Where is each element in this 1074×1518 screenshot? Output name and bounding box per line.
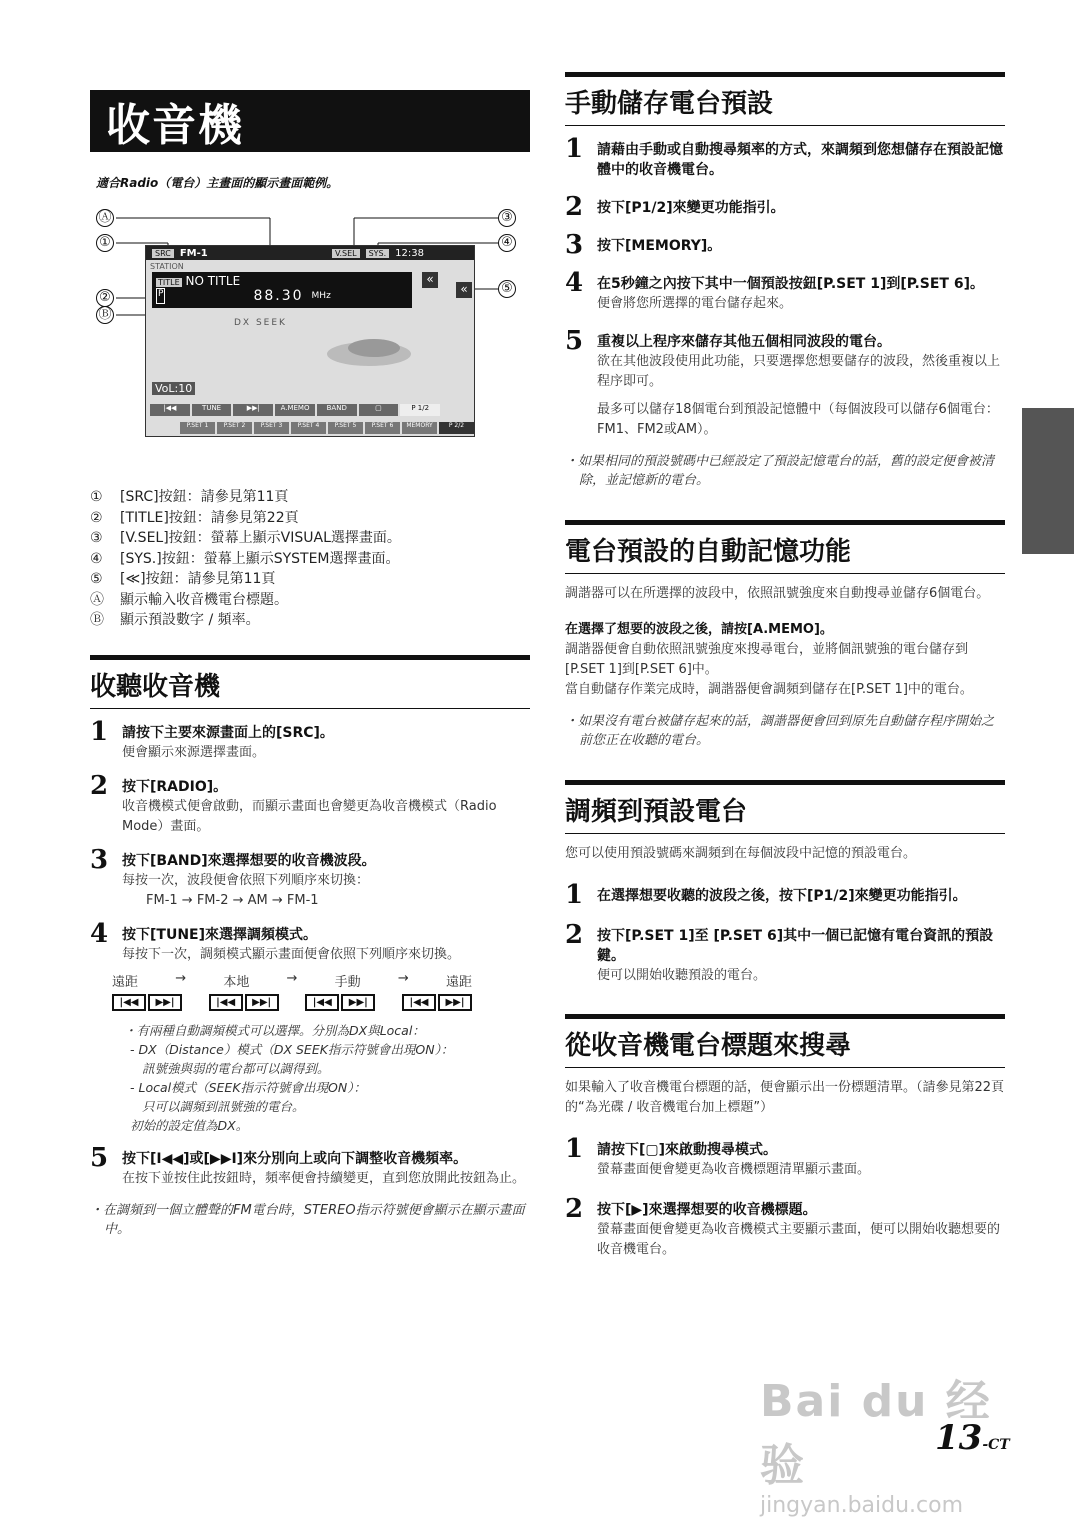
callout-3: ③ <box>498 209 516 227</box>
p12-button[interactable]: P 1/2 <box>400 404 440 416</box>
legend-item: Ⓑ 顯示預設數字 / 頻率。 <box>90 612 260 628</box>
prev-button[interactable]: |◀◀ <box>150 404 190 416</box>
step: 1 請藉由手動或自動搜尋頻率的方式，來調頻到您想儲存在預設記憶體中的收音機電台。 <box>565 134 1003 178</box>
band-label: FM-1 <box>179 247 208 259</box>
tune-sequence: 遠距 → 本地 → 手動 → 遠距 <box>112 970 472 990</box>
section-heading: 電台預設的自動記憶功能 <box>565 520 1005 574</box>
auto-section <box>565 520 1005 750</box>
preset-tag: P <box>156 288 165 304</box>
button-row-1 <box>150 404 440 416</box>
section-heading: 手動儲存電台預設 <box>565 72 1005 126</box>
radio-screen-figure <box>90 205 530 465</box>
side-tab-marker <box>1022 408 1074 554</box>
tune-note: ・有兩種自動調頻模式可以選擇。分別為DX與Local： - DX（Distance）模式（DX SEEK指示符號會出現ON）： 訊號強與弱的電台都可以調得到。 - Local模式（SEEK指示符號會出現ON）： 只可以調頻到訊號強的電台。 初始的設定值為DX。 <box>124 1022 454 1133</box>
page-title: 收音機 <box>106 100 244 151</box>
intro: 調諧器可以在所選擇的波段中，依照訊號強度來自動搜尋並儲存6個電台。 <box>565 586 990 601</box>
station-label: STATION <box>150 262 184 271</box>
sub-heading: 在選擇了想要的波段之後，請按[A.MEMO]。 <box>565 622 833 637</box>
dx-seek: DX SEEK <box>234 318 287 328</box>
pset1-button[interactable]: P.SET 1 <box>180 422 215 434</box>
pset3-button[interactable]: P.SET 3 <box>254 422 289 434</box>
title-text: NO TITLE <box>185 274 241 288</box>
search-button[interactable]: ▢ <box>359 404 399 416</box>
body: 當自動儲存作業完成時，調諧器便會調頻到儲存在[P.SET 1]中的電台。 <box>565 682 973 697</box>
step: 2 按下[P.SET 1]至 [P.SET 6]其中一個已記憶有電台資訊的預設鍵。 便可以開始收聽預設的電台。 <box>565 920 994 983</box>
step: 4 在5秒鐘之內按下其中一個預設按鈕[P.SET 1]到[P.SET 6]。 便會將您所選擇的電台儲存起來。 <box>565 268 984 311</box>
tune-key-icons: |◀◀ ▶▶| |◀◀ ▶▶| |◀◀ ▶▶| |◀◀ ▶▶| <box>112 994 472 1011</box>
step: 1 在選擇想要收聽的波段之後，按下[P1/2]來變更功能指引。 <box>565 880 967 910</box>
callout-2: ② <box>96 289 114 307</box>
step: 1 請按下主要來源畫面上的[SRC]。 便會顯示來源選擇畫面。 <box>90 716 334 760</box>
step: 5 重複以上程序來儲存其他五個相同波段的電台。 欲在其他波段使用此功能，只要選擇您想要儲存的波段，然後重複以上程序即可。 最多可以儲存18個電台到預設記憶體中（每個波段可以儲存6個電台：FM1、FM2或AM）。 <box>565 326 1001 437</box>
volume-indicator: VoL:10 <box>152 382 195 395</box>
amemo-button[interactable]: A.MEMO <box>275 404 315 416</box>
intro: 您可以使用預設號碼來調頻到在每個波段中記憶的預設電台。 <box>565 846 917 861</box>
step: 4 按下[TUNE]來選擇調頻模式。 每按下一次，調頻模式顯示畫面便會依照下列順序來切換。 <box>90 918 461 962</box>
preset-section <box>565 780 1005 986</box>
step: 2 按下[▶]來選擇想要的收音機標題。 螢幕畫面便會變更為收音機模式主要顯示畫面，便可以開始收聽想要的收音機電台。 <box>565 1194 1001 1257</box>
step: 5 按下[I◀◀]或[▶▶I]來分別向上或向下調整收音機頻率。 在按下並按住此按鈕時，頻率便會持續變更，直到您放開此按鈕為止。 <box>90 1142 526 1186</box>
pset2-button[interactable]: P.SET 2 <box>217 422 252 434</box>
note: ・如果沒有電台被儲存起來的話，調諧器便會回到原先自動儲存程序開始之前您正在收聽的電台。 <box>565 714 995 748</box>
section-heading: 收聽收音機 <box>90 655 530 709</box>
back-button-2[interactable]: « <box>456 282 472 298</box>
car-icon <box>324 330 414 368</box>
memory-button[interactable]: MEMORY <box>402 422 437 434</box>
body: 調諧器便會自動依照訊號強度來搜尋電台，並將個訊號強的電台儲存到[P.SET 1]到[P.SET 6]中。 <box>565 642 969 677</box>
sys-button[interactable]: SYS. <box>366 249 390 258</box>
station-panel <box>152 272 412 308</box>
button-row-2 <box>180 422 474 434</box>
next-button[interactable]: ▶▶| <box>233 404 273 416</box>
intro: 如果輸入了收音機電台標題的話，便會顯示出一份標題清單。（請參見第22頁的“為光碟 / 收音機電台加上標題”） <box>565 1080 1005 1115</box>
listen-section <box>90 655 530 1239</box>
right-column <box>565 72 1005 1260</box>
callout-4: ④ <box>498 234 516 252</box>
legend-item: ① [SRC]按鈕：請參見第11頁 <box>90 489 289 505</box>
band-button[interactable]: BAND <box>317 404 357 416</box>
note: ・如果相同的預設號碼中已經設定了預設記憶電台的話，舊的設定便會被清除，並記憶新的電台。 <box>565 454 995 488</box>
callout-1: ① <box>96 234 114 252</box>
step: 3 按下[MEMORY]。 <box>565 230 722 260</box>
left-column <box>90 90 530 1239</box>
radio-screen <box>145 245 475 437</box>
legend-item: Ⓐ 顯示輸入收音機電台標題。 <box>90 591 288 608</box>
figure-caption: 適合Radio（電台）主畫面的顯示畫面範例。 <box>96 176 339 190</box>
screen-top-bar <box>146 246 474 260</box>
frequency: 88.30 <box>253 288 304 304</box>
legend-item: ④ [SYS.]按鈕：螢幕上顯示SYSTEM選擇畫面。 <box>90 550 400 567</box>
section-heading: 調頻到預設電台 <box>565 780 1005 834</box>
pset4-button[interactable]: P.SET 4 <box>291 422 326 434</box>
baidu-watermark: Bai du 经验 jingyan.baidu.com <box>760 1376 992 1518</box>
legend-item: ② [TITLE]按鈕：請參見第22頁 <box>90 509 299 526</box>
clock: 12:38 <box>395 247 424 259</box>
src-button[interactable]: SRC <box>152 249 174 258</box>
frequency-unit: MHz <box>311 291 331 301</box>
legend-list <box>90 487 530 631</box>
legend-item: ③ [V.SEL]按鈕：螢幕上顯示VISUAL選擇畫面。 <box>90 530 401 546</box>
search-section <box>565 1014 1005 1260</box>
step: 2 按下[RADIO]。 收音機模式便會啟動，而顯示畫面也會變更為收音機模式（Radio Mode）畫面。 <box>90 770 497 834</box>
pset6-button[interactable]: P.SET 6 <box>365 422 400 434</box>
page-title-box <box>90 90 530 152</box>
tune-button[interactable]: TUNE <box>192 404 232 416</box>
section-heading: 從收音機電台標題來搜尋 <box>565 1014 1005 1068</box>
callout-b: Ⓑ <box>96 306 114 324</box>
note: ・在調頻到一個立體聲的FM電台時，STEREO指示符號便會顯示在顯示畫面中。 <box>90 1202 525 1237</box>
back-button[interactable]: « <box>422 272 438 288</box>
p22-button[interactable]: P 2/2 <box>439 422 474 434</box>
page-number: 13-CT <box>935 1418 1010 1458</box>
pset5-button[interactable]: P.SET 5 <box>328 422 363 434</box>
legend-item: ⑤ [≪]按鈕：請參見第11頁 <box>90 571 276 587</box>
step: 1 請按下[▢]來啟動搜尋模式。 螢幕畫面便會變更為收音機標題清單顯示畫面。 <box>565 1134 871 1177</box>
step: 3 按下[BAND]來選擇想要的收音機波段。 每按一次，波段便會依照下列順序來切換： FM-1 → FM-2 → AM → FM-1 <box>90 844 376 908</box>
step: 2 按下[P1/2]來變更功能指引。 <box>565 192 785 222</box>
callout-a: Ⓐ <box>96 209 114 227</box>
title-button[interactable]: TITLE <box>158 278 180 287</box>
callout-5: ⑤ <box>498 280 516 298</box>
vsel-button[interactable]: V.SEL <box>332 249 360 258</box>
